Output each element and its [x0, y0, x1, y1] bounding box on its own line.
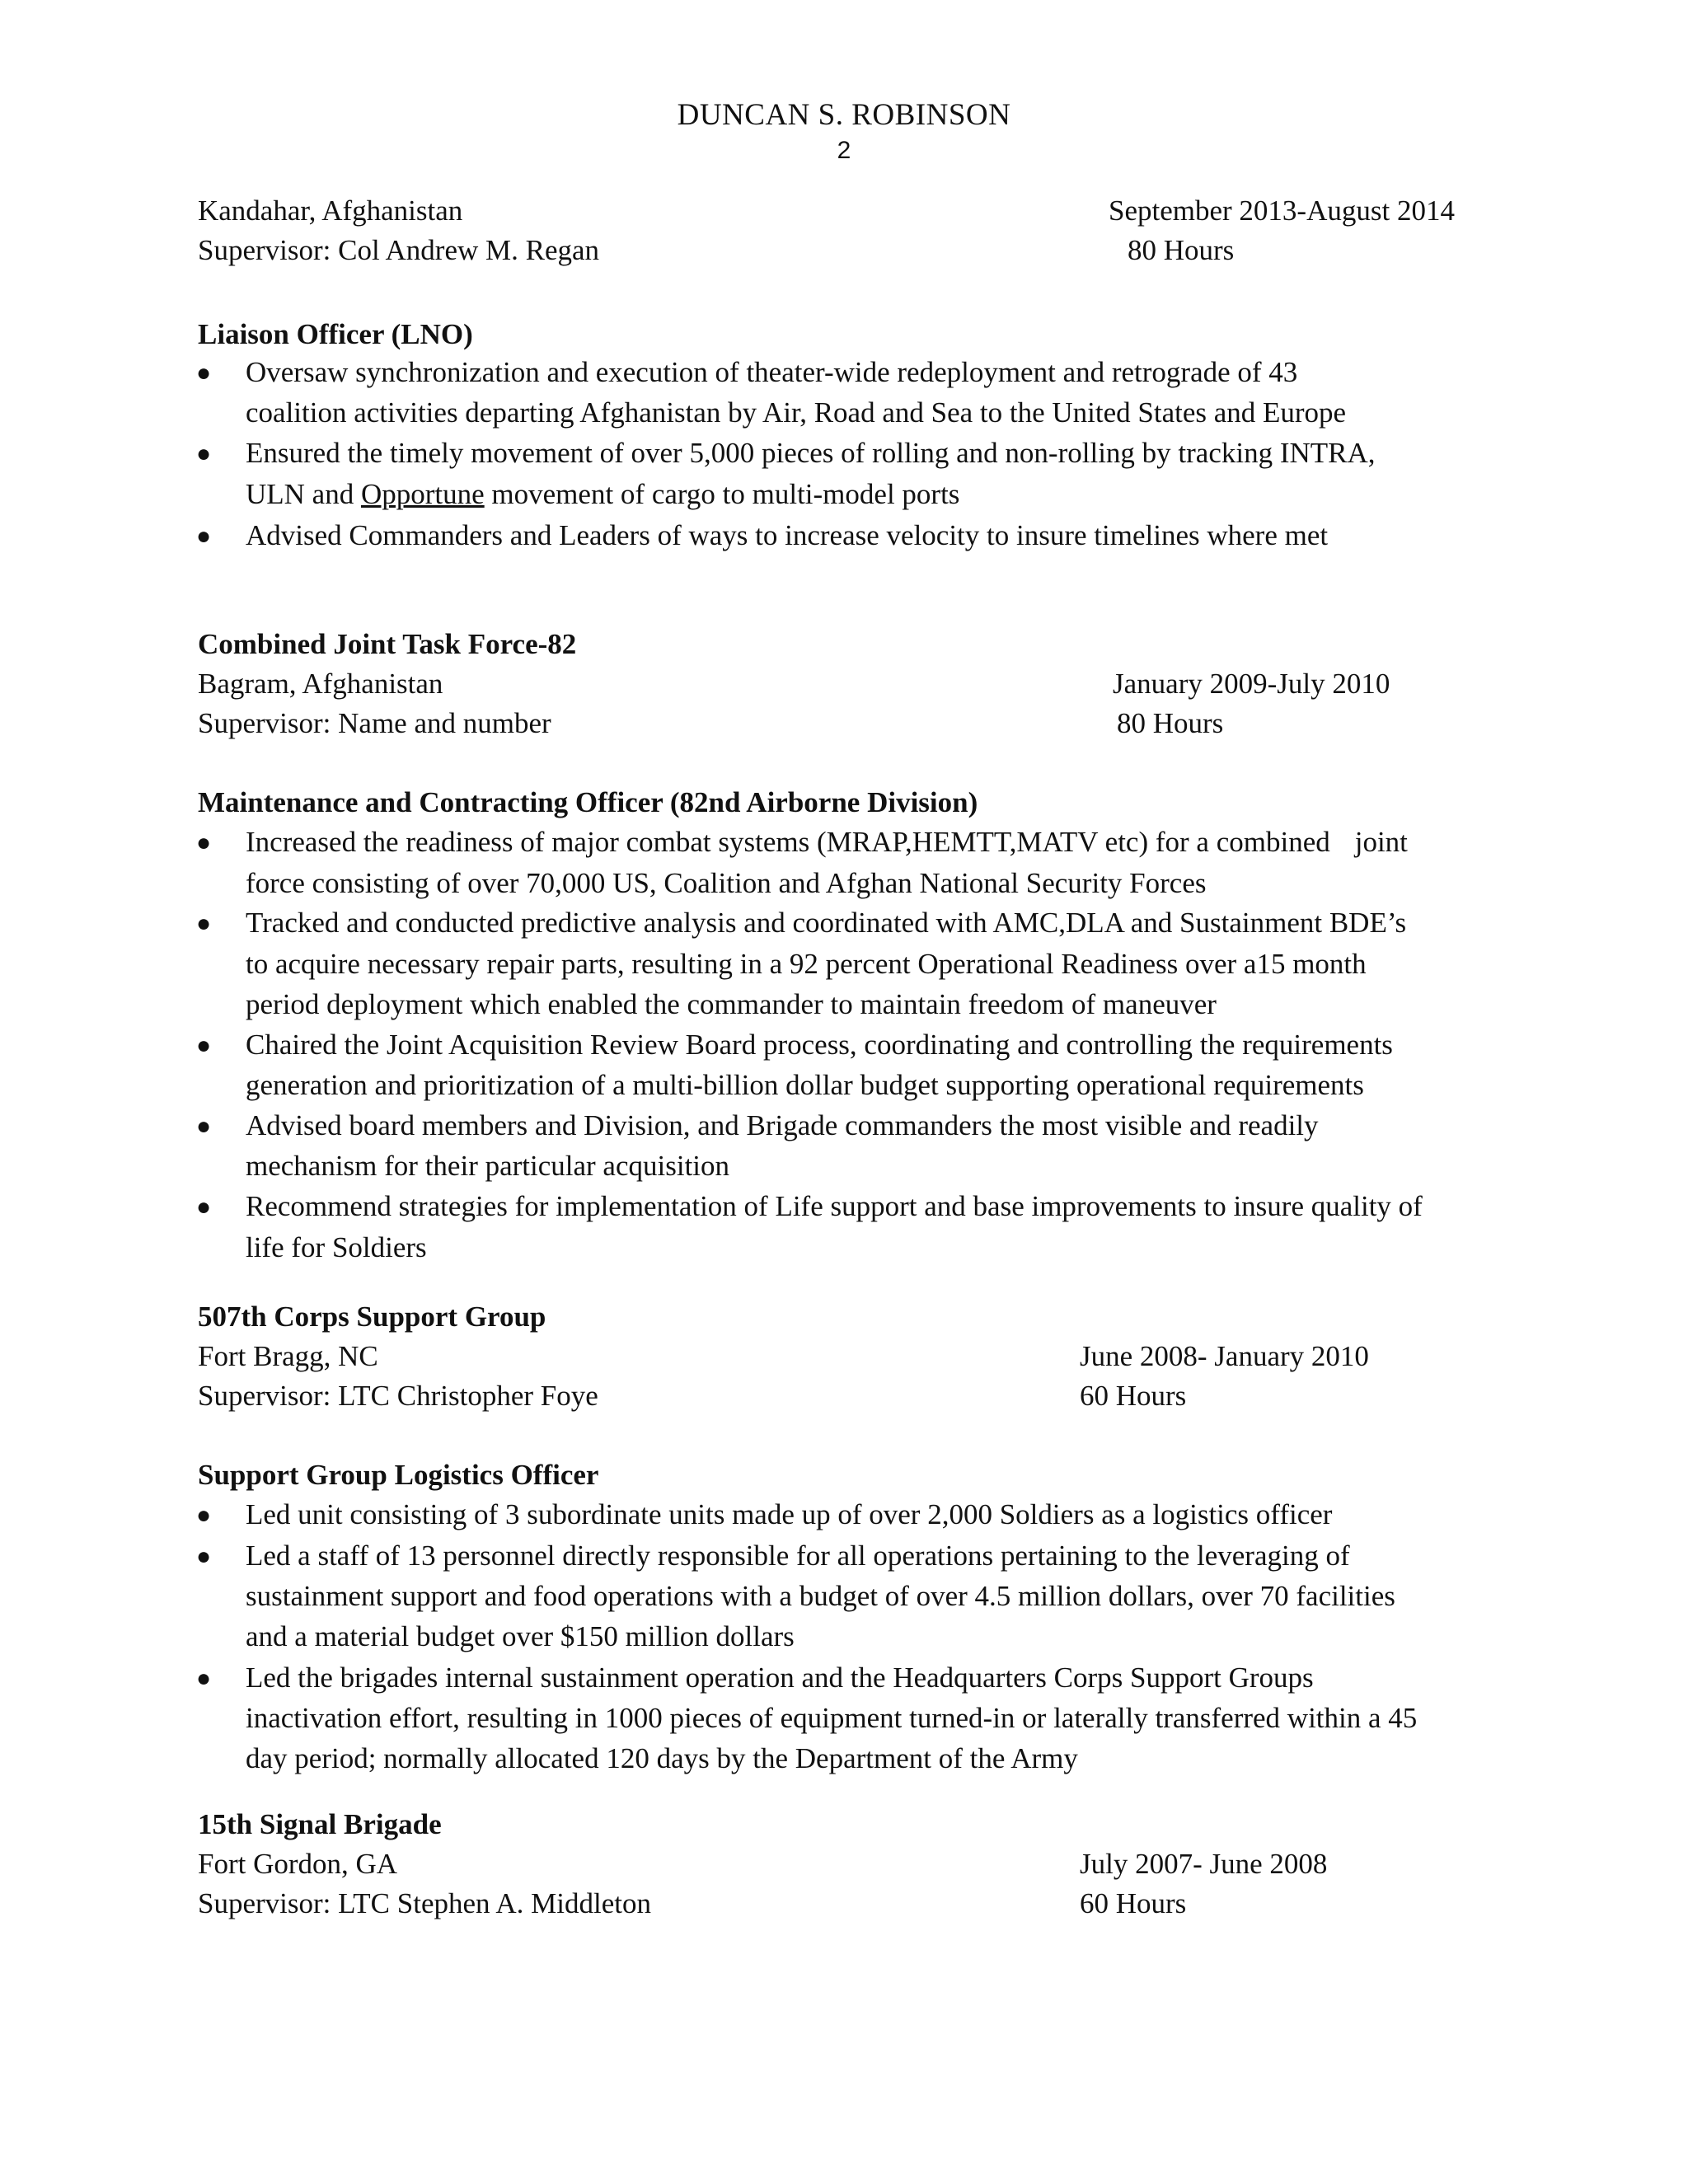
opportune-term: Opportune — [360, 478, 485, 510]
job-supervisor: Supervisor: Col Andrew M. Regan — [198, 234, 600, 266]
job-organization: Combined Joint Task Force-82 — [198, 628, 577, 660]
job-location: Fort Bragg, NC — [198, 1340, 378, 1372]
bullet-text: Increased the readiness of major combat systems (MRAP,HEMTT,MATV etc) for a combined — [246, 826, 1330, 858]
bullet-icon: ● — [196, 829, 212, 856]
job-dates: June 2008- January 2010 — [1080, 1340, 1369, 1372]
page-number: 2 — [837, 137, 851, 164]
bullet-icon: ● — [196, 1113, 212, 1140]
bullet-line: Led unit consisting of 3 subordinate units made up of over 2,000 Soldiers as a logistics officer — [246, 1498, 1333, 1530]
bullet-line: Led a staff of 13 personnel directly responsible for all operations pertaining to the leveraging of — [246, 1540, 1350, 1572]
bullet-icon: ● — [196, 1502, 212, 1529]
job-supervisor: Supervisor: LTC Christopher Foye — [198, 1380, 598, 1412]
bullet-line: Advised Commanders and Leaders of ways to increase velocity to insure timelines where met — [246, 519, 1329, 551]
bullet-text: joint — [1354, 826, 1408, 858]
bullet-line: Tracked and conducted predictive analysis and coordinated with AMC,DLA and Sustainment BDE’s — [246, 907, 1407, 939]
bullet-line: generation and prioritization of a multi-billion dollar budget supporting operational requirements — [246, 1069, 1364, 1101]
bullet-line: day period; normally allocated 120 days by the Department of the Army — [246, 1742, 1078, 1774]
bullet-line: Oversaw synchronization and execution of theater-wide redeployment and retrograde of 43 — [246, 356, 1298, 388]
bullet-line — [246, 478, 959, 511]
job-dates: July 2007- June 2008 — [1080, 1848, 1328, 1880]
job-organization: 507th Corps Support Group — [198, 1301, 546, 1333]
bullet-line: inactivation effort, resulting in 1000 pieces of equipment turned-in or laterally transferred within a 45 — [246, 1702, 1418, 1734]
job-role: Support Group Logistics Officer — [198, 1459, 599, 1491]
bullet-icon: ● — [196, 359, 212, 387]
job-role: Liaison Officer (LNO) — [198, 318, 473, 350]
bullet-line: life for Soldiers — [246, 1231, 427, 1263]
bullet-line: and a material budget over $150 million dollars — [246, 1620, 795, 1652]
bullet-icon: ● — [196, 1032, 212, 1059]
job-dates: January 2009-July 2010 — [1113, 668, 1390, 700]
bullet-icon: ● — [196, 1665, 212, 1692]
bullet-line: sustainment support and food operations with a budget of over 4.5 million dollars, over 70 facilities — [246, 1580, 1395, 1612]
bullet-icon: ● — [196, 910, 212, 937]
job-hours: 60 Hours — [1080, 1380, 1187, 1412]
bullet-line: force consisting of over 70,000 US, Coalition and Afghan National Security Forces — [246, 867, 1207, 899]
bullet-line: coalition activities departing Afghanistan by Air, Road and Sea to the United States and Europe — [246, 396, 1347, 429]
bullet-line: Led the brigades internal sustainment operation and the Headquarters Corps Support Groups — [246, 1661, 1314, 1694]
job-location: Kandahar, Afghanistan — [198, 194, 463, 227]
bullet-line: period deployment which enabled the commander to maintain freedom of maneuver — [246, 988, 1217, 1020]
job-hours: 60 Hours — [1080, 1887, 1187, 1919]
bullet-line: mechanism for their particular acquisition — [246, 1150, 730, 1182]
bullet-icon: ● — [196, 1193, 212, 1221]
job-dates: September 2013-August 2014 — [1109, 194, 1455, 227]
bullet-icon: ● — [196, 440, 212, 467]
bullet-text: movement of cargo to multi-model ports — [491, 478, 960, 510]
bullet-text: ULN and — [246, 478, 354, 510]
job-organization: 15th Signal Brigade — [198, 1808, 442, 1840]
bullet-line: to acquire necessary repair parts, resulting in a 92 percent Operational Readiness over a15 month — [246, 948, 1367, 980]
bullet-line: Chaired the Joint Acquisition Review Board process, coordinating and controlling the requirements — [246, 1029, 1393, 1061]
job-hours: 80 Hours — [1128, 234, 1235, 266]
job-location: Bagram, Afghanistan — [198, 668, 443, 700]
job-supervisor: Supervisor: LTC Stephen A. Middleton — [198, 1887, 651, 1919]
job-supervisor: Supervisor: Name and number — [198, 707, 551, 739]
bullet-line — [246, 826, 1408, 859]
job-hours: 80 Hours — [1117, 707, 1224, 739]
job-location: Fort Gordon, GA — [198, 1848, 398, 1880]
bullet-icon: ● — [196, 523, 212, 550]
bullet-line: Advised board members and Division, and Brigade commanders the most visible and readily — [246, 1109, 1319, 1141]
bullet-icon: ● — [196, 1543, 212, 1570]
resume-name: DUNCAN S. ROBINSON — [677, 98, 1011, 132]
bullet-line: Recommend strategies for implementation of Life support and base improvements to insure quality of — [246, 1190, 1423, 1222]
bullet-line: Ensured the timely movement of over 5,000 pieces of rolling and non-rolling by tracking INTRA, — [246, 437, 1376, 469]
job-role: Maintenance and Contracting Officer (82nd Airborne Division) — [198, 786, 978, 818]
